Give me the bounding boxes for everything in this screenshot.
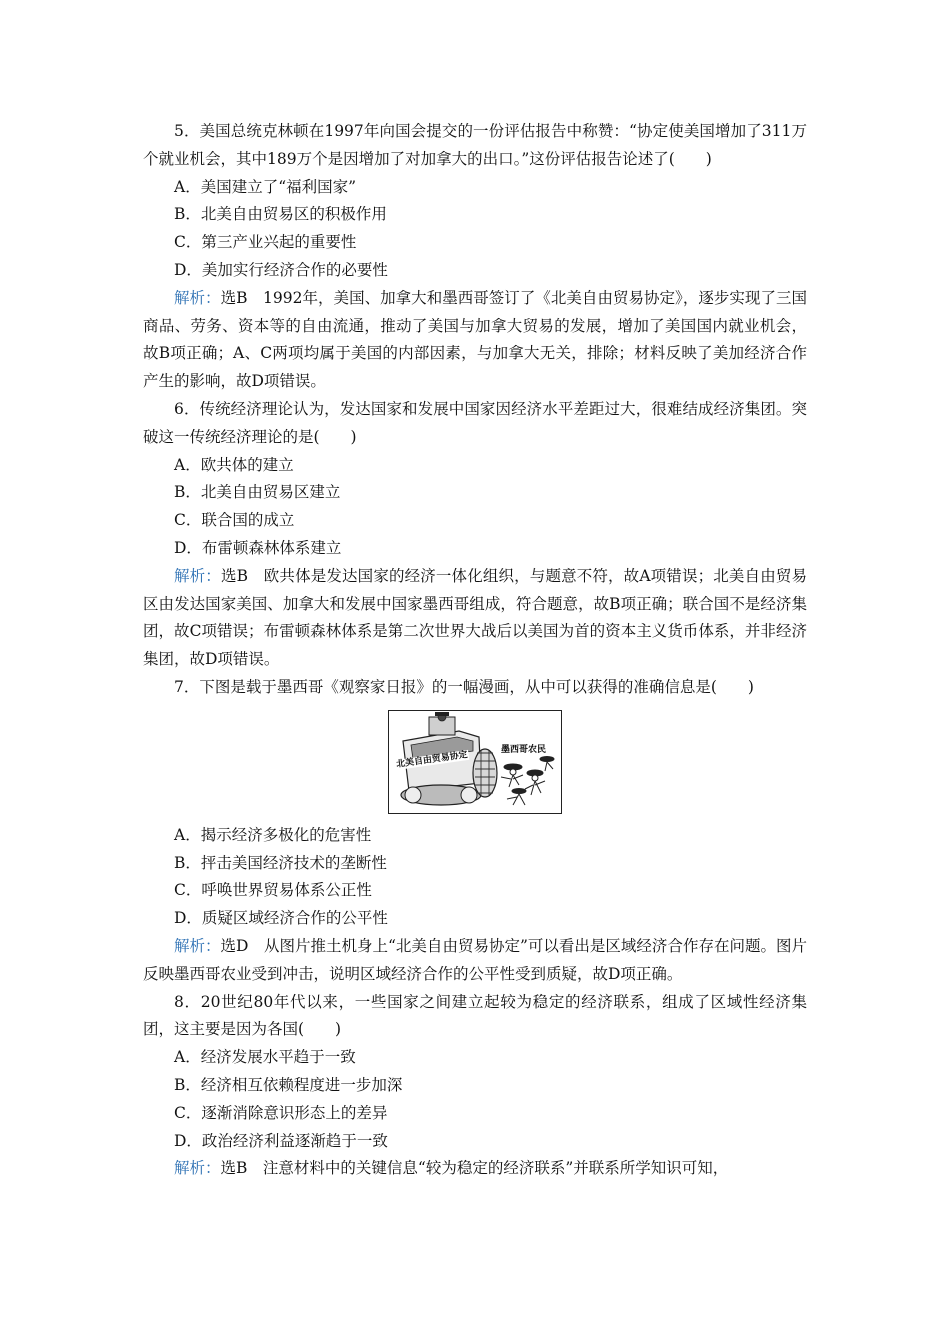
analysis: [143, 285, 807, 396]
question-8: [143, 989, 807, 1184]
option-b: B．经济相互依赖程度进一步加深: [174, 1075, 403, 1094]
analysis: [143, 1155, 807, 1183]
question-stem: 5．美国总统克林顿在1997年向国会提交的一份评估报告中称赞：“协定使美国增加了311万个就业机会，其中189万个是因增加了对加拿大的出口。”这份评估报告论述了( ): [143, 122, 807, 168]
option-c: C．第三产业兴起的重要性: [174, 233, 357, 252]
bulldozer-label: 北美自由贸易协定: [395, 749, 469, 770]
option-d: D．美加实行经济合作的必要性: [174, 260, 388, 279]
analysis: [143, 563, 807, 674]
option-b: B．抨击美国经济技术的垄断性: [174, 853, 387, 872]
question-5: [143, 118, 807, 396]
analysis-text: 选B 注意材料中的关键信息“较为稳定的经济联系”并联系所学知识可知，: [220, 1159, 729, 1178]
cartoon-figure: [143, 710, 807, 814]
option-a: A．经济发展水平趋于一致: [174, 1048, 356, 1067]
analysis-label: 解析：: [174, 936, 221, 955]
cartoon-image: [388, 710, 562, 814]
option-b: B．北美自由贸易区建立: [174, 483, 341, 502]
option-a: A．揭示经济多极化的危害性: [174, 825, 372, 844]
question-stem: 6．传统经济理论认为，发达国家和发展中国家因经济水平差距过大，很难结成经济集团。突破这一传统经济理论的是( ): [143, 399, 807, 446]
question-stem: 8．20世纪80年代以来，一些国家之间建立起较为稳定的经济联系，组成了区域性经济集团，这主要是因为各国( ): [143, 992, 807, 1039]
option-c: C．逐渐消除意识形态上的差异: [174, 1103, 388, 1122]
question-6: [143, 396, 807, 674]
option-b: B．北美自由贸易区的积极作用: [174, 205, 387, 224]
document-page: [143, 118, 807, 1183]
analysis: [143, 933, 807, 989]
question-stem: 7．下图是载于墨西哥《观察家日报》的一幅漫画，从中可以获得的准确信息是( ): [174, 677, 754, 696]
option-a: A．欧共体的建立: [174, 455, 294, 474]
analysis-label: 解析：: [174, 1159, 221, 1178]
analysis-label: 解析：: [174, 288, 221, 307]
option-a: A．美国建立了“福利国家”: [174, 177, 357, 196]
analysis-text: 选D 从图片推土机身上“北美自由贸易协定”可以看出是区域经济合作存在问题。图片反映墨西哥农业受到冲击，说明区域经济合作的公平性受到质疑，故D项正确。: [143, 936, 807, 983]
analysis-text: 选B 1992年，美国、加拿大和墨西哥签订了《北美自由贸易协定》，逐步实现了三国商品、劳务、资本等的自由流通，推动了美国与加拿大贸易的发展，增加了美国国内就业机会，故B项正确；A、C两项均属于美国的内部因素，与加拿大无关，排除；材料反映了美加经济合作产生的影响，故D项错误。: [143, 288, 807, 391]
analysis-text: 选B 欧共体是发达国家的经济一体化组织，与题意不符，故A项错误；北美自由贸易区由发达国家美国、加拿大和发展中国家墨西哥组成，符合题意，故B项正确；联合国不是经济集团，故C项错误；布雷顿森林体系是第二次世界大战后以美国为首的资本主义货币体系，并非经济集团，故D项错误。: [143, 566, 807, 669]
option-c: C．呼唤世界贸易体系公正性: [174, 881, 372, 900]
option-d: D．布雷顿森林体系建立: [174, 538, 342, 557]
option-d: D．质疑区域经济合作的公平性: [174, 909, 388, 928]
option-c: C．联合国的成立: [174, 511, 295, 530]
question-7: [143, 674, 807, 989]
analysis-label: 解析：: [174, 566, 221, 585]
farmers-label: 墨西哥农民: [501, 744, 547, 755]
option-d: D．政治经济利益逐渐趋于一致: [174, 1131, 388, 1150]
